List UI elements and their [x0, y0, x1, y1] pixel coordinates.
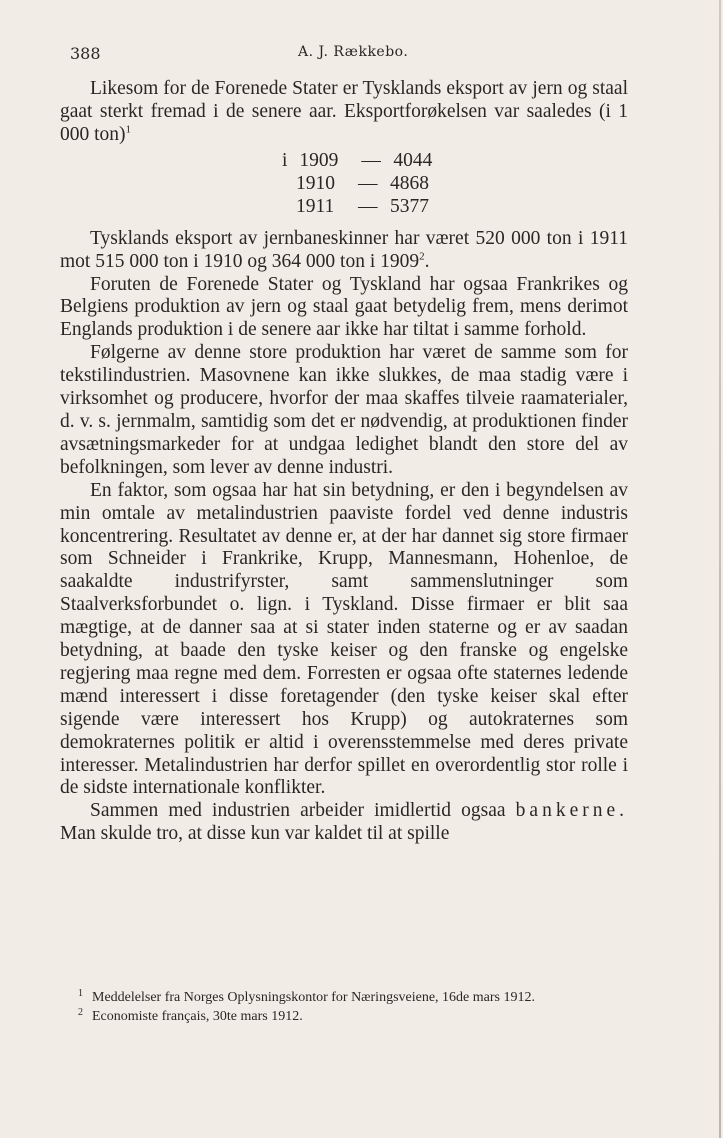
page-number: 388 [70, 44, 101, 63]
footnote-ref-2: 2 [419, 250, 425, 263]
stat-row [60, 172, 628, 195]
footnote [78, 1007, 618, 1026]
paragraph-1-text: Likesom for de Forenede Stater er Tysklands eksport av jern og staal gaat sterkt fremad i de senere aar. Eksportforøkelsen var saaledes (i 1 000 ton) [60, 78, 628, 145]
footnotes [78, 988, 618, 1026]
footnote-ref-1: 1 [125, 123, 132, 136]
paragraph-6-start: Sammen med industrien arbeider imidlertid ogsaa [90, 800, 506, 822]
paragraph-2-text: Tysklands eksport av jernbaneskinner har været 520 000 ton i 1911 mot 515 000 ton i 1910 og 364 000 ton i 1909 [60, 227, 628, 272]
stat-year: 1911 [296, 195, 335, 217]
stat-year: 1910 [296, 172, 335, 194]
footnote-text: Economiste français, 30te mars 1912. [92, 1009, 303, 1024]
spaced-word: bankerne. [515, 800, 629, 822]
footnote-number: 2 [78, 1007, 83, 1018]
stat-sep: — [358, 172, 378, 194]
running-head: A. J. Rækkebo. [298, 44, 409, 60]
stat-value: 4044 [393, 149, 433, 171]
stat-value: 4868 [390, 172, 429, 194]
paragraph-1 [60, 78, 628, 147]
stat-prefix: i [282, 149, 288, 171]
body-text [60, 78, 628, 846]
footnote-text: Meddelelser fra Norges Oplysningskontor for Næringsveiene, 16de mars 1912. [92, 990, 535, 1005]
export-statistics [60, 149, 628, 218]
paragraph-2-end: . [424, 250, 430, 272]
paragraph-6 [60, 800, 628, 846]
paragraph-5: En faktor, som ogsaa har hat sin betydning, er den i begyndelsen av min omtale av metalindustrien paaviste fordel ved denne industris koncentrering. Resultatet av denne er, at der har dannet sig store firmaer som Schneider i Frankrike, Krupp, Mannesmann, Hohenloe, de saakaldte industrifyrster, samt sammenslutninger som Staalverksforbundet o. lign. i Tyskland. Disse firmaer er blit saa mægtige, at de danner saa at si stater inden staterne og er av saadan betydning, at baade den tyske keiser og den franske og engelske regjering maa regne med dem. Forresten er ogsaa ofte staternes ledende mænd interessert i disse foretagender (den tyske keiser skal efter sigende være interessert hos Krupp) og autokraternes som demokraternes politik er altid i overensstemmelse med deres private interesser. Metalindustrien har derfor spillet en overordentlig stor rolle i de sidste internationale konflikter. [60, 479, 628, 799]
stat-sep: — [361, 149, 381, 171]
footnote [78, 988, 618, 1007]
paragraph-4: Følgerne av denne store produktion har været de samme som for tekstilindustrien. Masovnene kan ikke slukkes, de maa stadig være i virksomhet og producere, hvorfor der maa skaffes tilveie raamaterialer, d. v. s. jernmalm, samtidig som det er nødvendig, at produktionen finder avsætningsmarkeder for at undgaa ledighet blandt den store del av befolkningen, som lever av denne industri. [60, 342, 628, 478]
paragraph-6-end: Man skulde tro, at disse kun var kaldet til at spille [60, 823, 450, 845]
stat-row [60, 195, 628, 218]
stat-year: 1909 [299, 149, 339, 171]
paragraph-3: Foruten de Forenede Stater og Tyskland har ogsaa Frankrikes og Belgiens produktion av jern og staal gaat betydelig frem, mens derimot Englands produktion i de senere aar ikke har tiltat i samme forhold. [60, 273, 628, 341]
footnote-number: 1 [78, 988, 83, 999]
stat-value: 5377 [390, 195, 429, 217]
paragraph-2 [60, 228, 628, 274]
page-edge [719, 0, 721, 1138]
stat-row [60, 149, 628, 172]
stat-sep: — [358, 195, 378, 217]
